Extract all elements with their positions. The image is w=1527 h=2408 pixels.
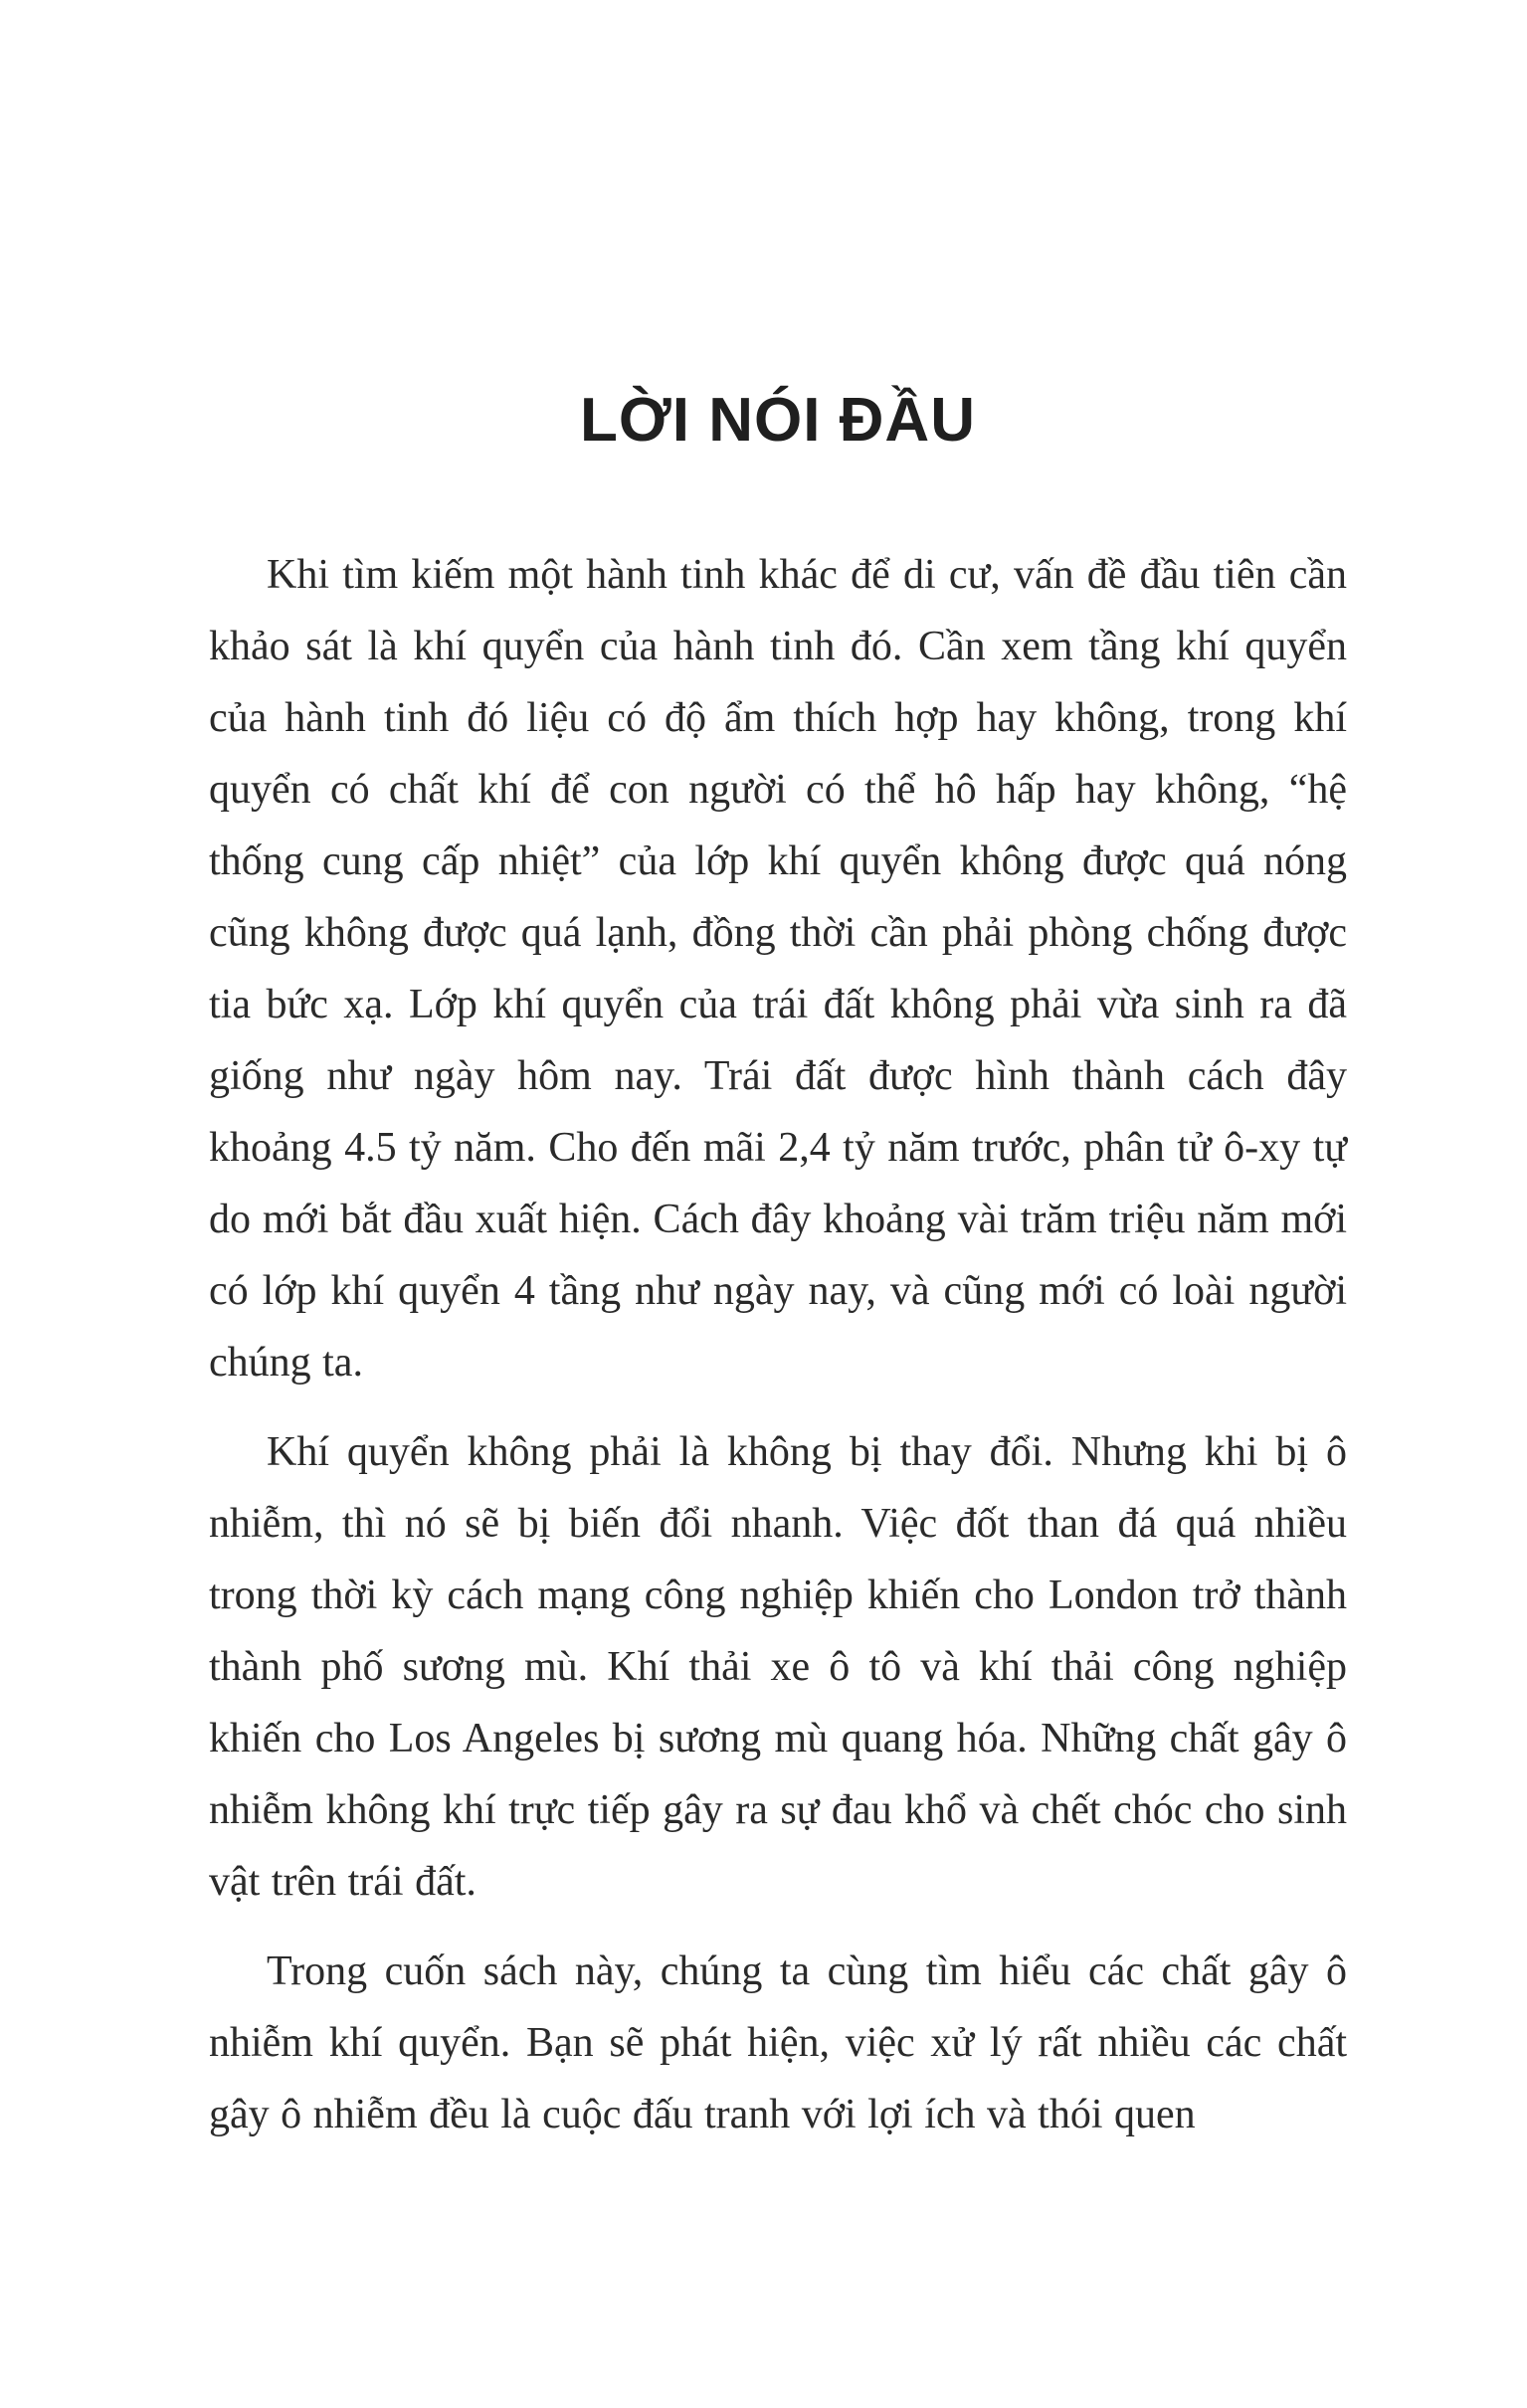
page-title: LỜI NÓI ĐẦU <box>580 386 976 455</box>
paragraph-1: Khi tìm kiếm một hành tinh khác để di cư, vấn đề đầu tiên cần khảo sát là khí quyển của hành tinh đó. Cần xem tầng khí quyển của hành tinh đó liệu có độ ẩm thích hợp hay không, trong khí quyển có chất khí để con người có thể hô hấp hay không, “hệ thống cung cấp nhiệt” của lớp khí quyển không được quá nóng cũng không được quá lạnh, đồng thời cần phải phòng chống được tia bức xạ. Lớp khí quyển của trái đất không phải vừa sinh ra đã giống như ngày hôm nay. Trái đất được hình thành cách đây khoảng 4.5 tỷ năm. Cho đến mãi 2,4 tỷ năm trước, phân tử ô-xy tự do mới bắt đầu xuất hiện. Cách đây khoảng vài trăm triệu năm mới có lớp khí quyển 4 tầng như ngày nay, và cũng mới có loài người chúng ta. <box>209 552 1347 1386</box>
text-block <box>209 386 1347 2150</box>
paragraph-3: Trong cuốn sách này, chúng ta cùng tìm hiểu các chất gây ô nhiễm khí quyển. Bạn sẽ phát hiện, việc xử lý rất nhiều các chất gây ô nhiễm đều là cuộc đấu tranh với lợi ích và thói quen <box>209 1948 1347 2137</box>
paragraph-2: Khí quyển không phải là không bị thay đổi. Nhưng khi bị ô nhiễm, thì nó sẽ bị biến đổi nhanh. Việc đốt than đá quá nhiều trong thời kỳ cách mạng công nghiệp khiến cho London trở thành thành phố sương mù. Khí thải xe ô tô và khí thải công nghiệp khiến cho Los Angeles bị sương mù quang hóa. Những chất gây ô nhiễm không khí trực tiếp gây ra sự đau khổ và chết chóc cho sinh vật trên trái đất. <box>209 1429 1347 1905</box>
